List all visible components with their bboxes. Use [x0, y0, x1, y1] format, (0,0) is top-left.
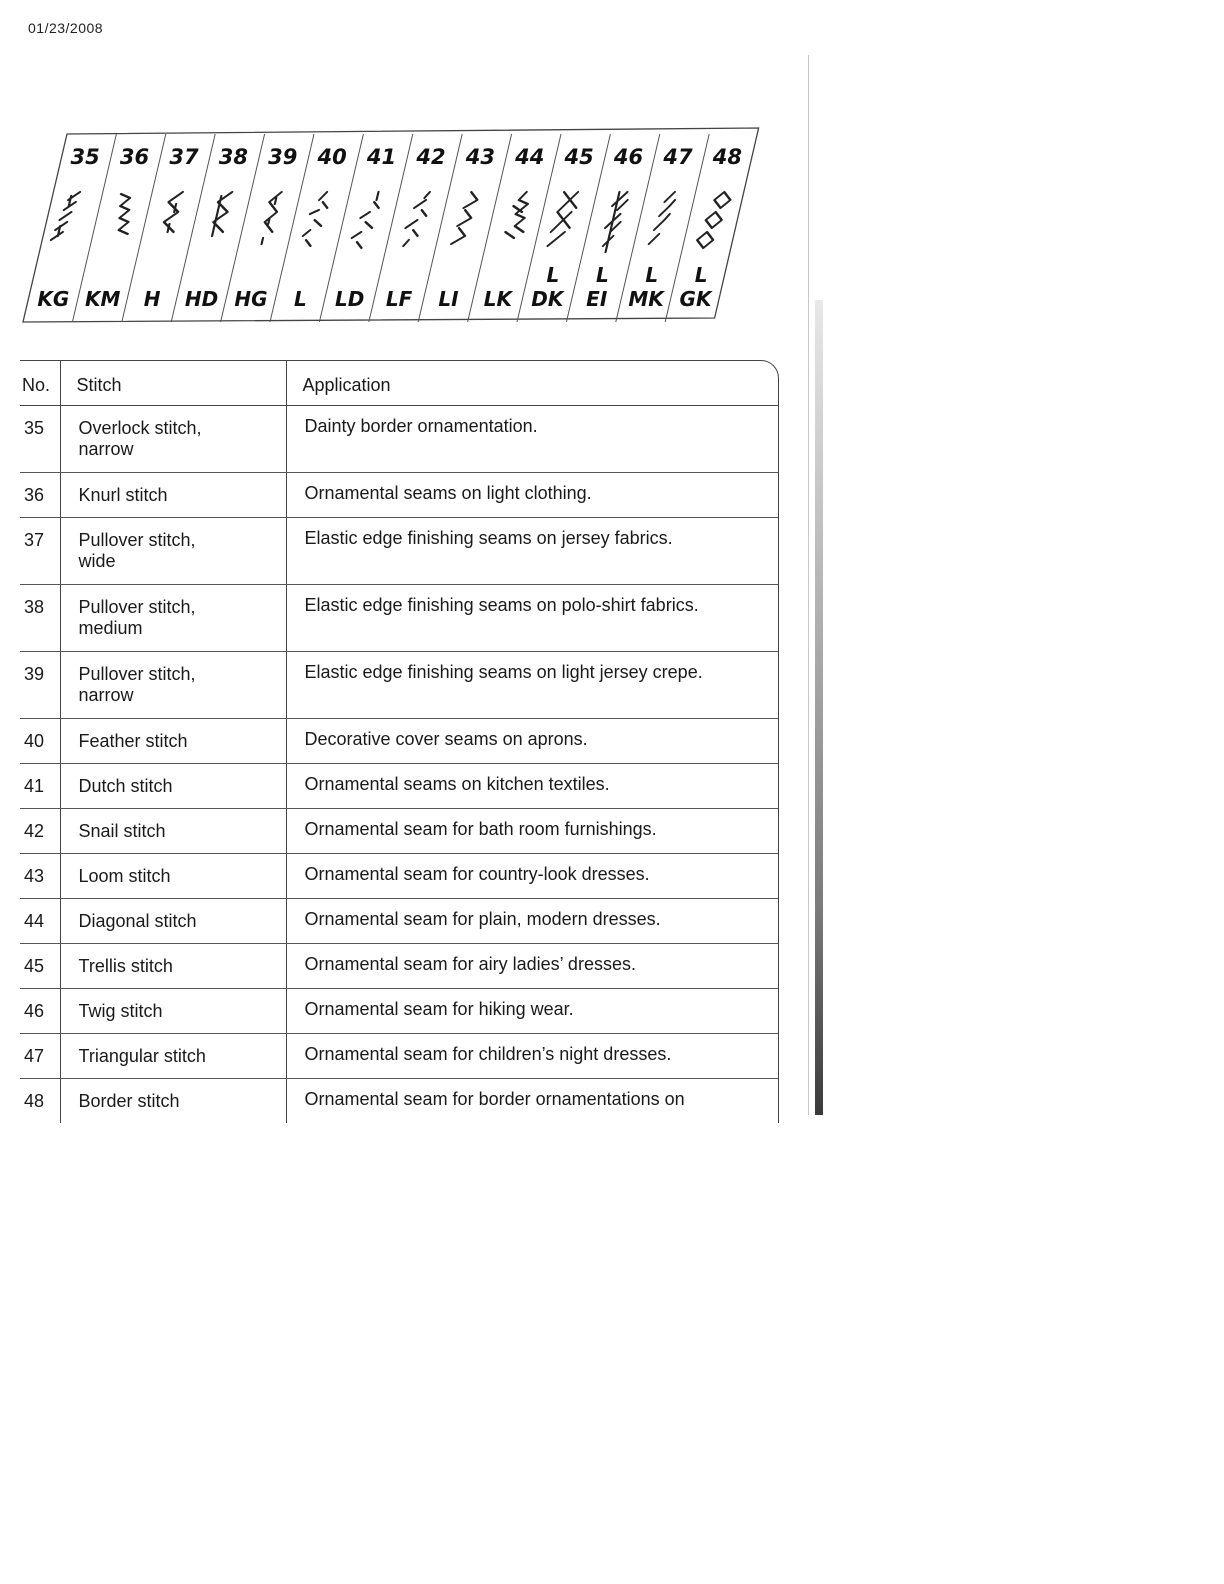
stitch-number-label: 48	[712, 145, 742, 169]
row-no: 36	[20, 472, 60, 517]
row-stitch: Border stitch	[60, 1078, 286, 1123]
table-row	[20, 1033, 778, 1078]
table-row	[20, 853, 778, 898]
header-no: No.	[20, 361, 60, 405]
row-stitch: Trellis stitch	[60, 943, 286, 988]
stitch-code-label: LD	[335, 287, 365, 311]
stitch-code-label: L	[293, 287, 307, 311]
row-application: Ornamental seam for bath room furnishings.	[286, 808, 778, 853]
stitch-pattern-icon	[51, 192, 80, 240]
table-row	[20, 943, 778, 988]
row-application: Elastic edge finishing seams on polo-shirt fabrics.	[286, 584, 778, 651]
stitch-pattern-icon	[451, 192, 479, 244]
stitch-name-line2: narrow	[78, 438, 134, 459]
stitch-code-label: KG	[37, 287, 70, 311]
stitch-number-label: 43	[465, 145, 495, 169]
stitch-code-label: H	[143, 287, 161, 311]
stitch-pattern-chart	[0, 0, 800, 340]
stitch-code-label: LK	[483, 287, 513, 311]
row-no: 39	[20, 651, 60, 718]
table-row	[20, 763, 778, 808]
row-no: 43	[20, 853, 60, 898]
table-row	[20, 718, 778, 763]
document-date: 01/23/2008	[28, 20, 104, 36]
stitch-number-label: 40	[317, 145, 347, 169]
row-no: 38	[20, 584, 60, 651]
stitch-name: Pullover stitch,	[78, 663, 196, 684]
table-row	[20, 1078, 778, 1123]
stitch-code-label: MK	[628, 287, 664, 311]
row-no: 45	[20, 943, 60, 988]
row-stitch: Dutch stitch	[60, 763, 286, 808]
stitch-code-label: DK	[531, 287, 564, 311]
stitch-number-label: 35	[70, 145, 100, 169]
row-stitch: Diagonal stitch	[60, 898, 286, 943]
row-no: 42	[20, 808, 60, 853]
stitch-name-line2: narrow	[78, 684, 134, 705]
table-header-row	[20, 361, 778, 405]
stitch-table	[20, 360, 779, 1123]
row-stitch: Knurl stitch	[60, 472, 286, 517]
row-application: Elastic edge finishing seams on jersey fabrics.	[286, 517, 778, 584]
row-stitch	[60, 584, 286, 651]
stitch-code-prefix: L	[694, 263, 708, 287]
table-row	[20, 584, 778, 651]
row-no: 40	[20, 718, 60, 763]
row-application: Decorative cover seams on aprons.	[286, 718, 778, 763]
stitch-pattern-icon	[162, 192, 183, 232]
stitch-pattern-icon	[401, 192, 431, 246]
stitch-name: Pullover stitch,	[78, 529, 196, 550]
row-application: Ornamental seams on kitchen textiles.	[286, 763, 778, 808]
stitch-number-label: 42	[416, 145, 446, 169]
stitch-number-label: 41	[366, 145, 397, 169]
stitch-code-label: HG	[234, 287, 268, 311]
row-stitch	[60, 651, 286, 718]
stitch-pattern-icon	[548, 192, 580, 246]
row-stitch	[60, 405, 286, 472]
row-stitch: Loom stitch	[60, 853, 286, 898]
table-row	[20, 651, 778, 718]
row-application: Ornamental seam for hiking wear.	[286, 988, 778, 1033]
row-application: Ornamental seams on light clothing.	[286, 472, 778, 517]
row-application: Dainty border ornamentation.	[286, 405, 778, 472]
table-row	[20, 517, 778, 584]
row-stitch	[60, 517, 286, 584]
stitch-pattern-icon	[260, 192, 282, 244]
header-application: Application	[286, 361, 778, 405]
stitch-code-label: LF	[385, 287, 413, 311]
stitch-number-label: 39	[268, 145, 298, 169]
row-application: Ornamental seam for airy ladies’ dresses.	[286, 943, 778, 988]
row-no: 37	[20, 517, 60, 584]
table-row	[20, 405, 778, 472]
stitch-number-label: 44	[515, 145, 545, 169]
stitch-pattern-icon	[112, 194, 137, 234]
row-no: 48	[24, 1090, 45, 1111]
stitch-pattern-icon	[504, 192, 533, 238]
row-stitch: Feather stitch	[60, 718, 286, 763]
stitch-pattern-icon	[649, 192, 677, 244]
table-row	[20, 472, 778, 517]
row-application: Ornamental seam for border ornamentations on	[286, 1078, 778, 1123]
scan-edge-shadow	[815, 300, 823, 1115]
stitch-pattern-icon	[301, 192, 331, 246]
row-no: 44	[20, 898, 60, 943]
stitch-number-label: 46	[613, 145, 644, 169]
stitch-name-line2: medium	[78, 617, 143, 638]
row-no: 41	[20, 763, 60, 808]
stitch-name-line2: wide	[78, 550, 116, 571]
stitch-number-label: 37	[169, 145, 199, 169]
row-stitch: Triangular stitch	[60, 1033, 286, 1078]
scan-edge-line	[808, 55, 809, 1115]
stitch-pattern-icon	[600, 192, 630, 252]
stitch-code-label: HD	[184, 287, 219, 311]
stitch-code-label: EI	[586, 287, 608, 311]
row-no: 35	[20, 405, 60, 472]
header-stitch: Stitch	[60, 361, 286, 405]
stitch-code-prefix: L	[645, 263, 659, 287]
stitch-number-label: 36	[119, 145, 150, 169]
stitch-pattern-icon	[350, 192, 383, 248]
stitch-pattern-icon	[210, 192, 232, 236]
table-row	[20, 808, 778, 853]
table-row	[20, 898, 778, 943]
stitch-pattern-icon	[695, 192, 732, 248]
row-application: Elastic edge finishing seams on light jersey crepe.	[286, 651, 778, 718]
stitch-code-label: KM	[85, 287, 121, 311]
row-stitch: Twig stitch	[60, 988, 286, 1033]
table-row	[20, 988, 778, 1033]
row-application: Ornamental seam for plain, modern dresses.	[286, 898, 778, 943]
stitch-code-prefix: L	[595, 263, 609, 287]
stitch-code-label: LI	[438, 287, 459, 311]
row-application: Ornamental seam for country-look dresses.	[286, 853, 778, 898]
stitch-name: Pullover stitch,	[78, 596, 196, 617]
row-no: 46	[20, 988, 60, 1033]
stitch-number-label: 47	[663, 145, 693, 169]
stitch-number-label: 38	[218, 145, 248, 169]
stitch-number-label: 45	[564, 145, 594, 169]
row-no: 47	[20, 1033, 60, 1078]
row-stitch: Snail stitch	[60, 808, 286, 853]
stitch-code-prefix: L	[546, 263, 560, 287]
stitch-name: Overlock stitch,	[78, 417, 202, 438]
row-application: Ornamental seam for children’s night dresses.	[286, 1033, 778, 1078]
stitch-code-label: GK	[679, 287, 712, 311]
